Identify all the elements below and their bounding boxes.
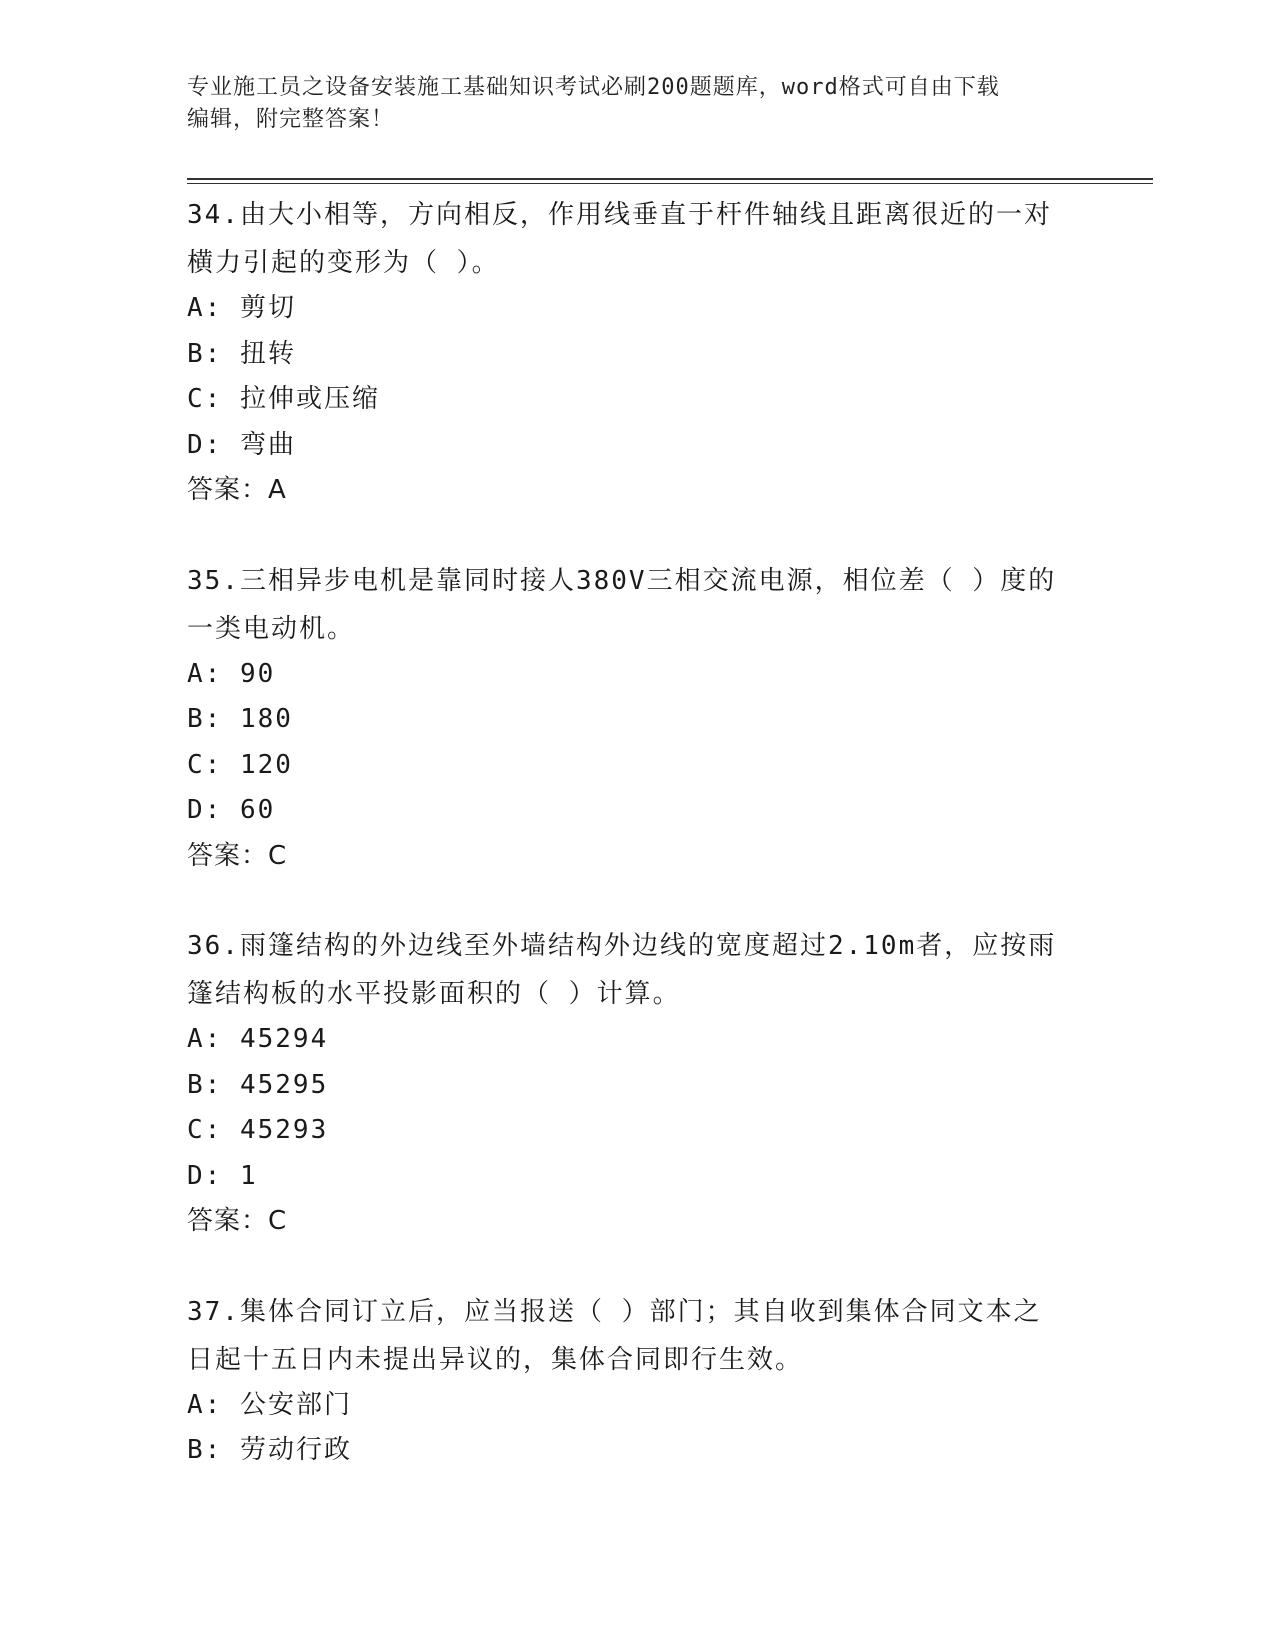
question-stem-line-2: 篷结构板的水平投影面积的（ ）计算。 bbox=[187, 979, 681, 1009]
header-divider bbox=[187, 178, 1153, 180]
question-stem-line-1: 34.由大小相等，方向相反，作用线垂直于杆件轴线且距离很近的一对 bbox=[187, 200, 1052, 230]
option-a: A: 90 bbox=[187, 658, 276, 689]
option-c: C: 120 bbox=[187, 749, 293, 780]
document-header bbox=[187, 72, 1087, 136]
question-36 bbox=[187, 921, 1087, 1245]
option-b: B: 扭转 bbox=[187, 338, 296, 369]
question-stem-line-2: 日起十五日内未提出异议的，集体合同即行生效。 bbox=[187, 1344, 804, 1375]
option-a: A: 公安部门 bbox=[187, 1389, 352, 1420]
question-34 bbox=[187, 190, 1087, 514]
header-divider-thin bbox=[187, 183, 1153, 184]
answer-line: 答案：A bbox=[187, 475, 287, 505]
question-spacer bbox=[187, 879, 1087, 921]
header-title-line-1: 专业施工员之设备安装施工基础知识考试必刷200题题库，word格式可自由下载 bbox=[187, 75, 1000, 100]
option-d: D: 60 bbox=[187, 795, 276, 825]
question-list bbox=[187, 190, 1087, 1474]
answer-line: 答案：C bbox=[187, 1206, 288, 1236]
question-spacer bbox=[187, 1245, 1087, 1287]
option-c: C: 拉伸或压缩 bbox=[187, 384, 380, 414]
option-b: B: 劳动行政 bbox=[187, 1435, 352, 1465]
question-stem-line-1: 35.三相异步电机是靠同时接人380V三相交流电源，相位差（ ）度的 bbox=[187, 565, 1057, 596]
header-title-line-2: 编辑，附完整答案！ bbox=[187, 107, 395, 132]
question-37 bbox=[187, 1287, 1087, 1474]
option-d: D: 1 bbox=[187, 1160, 258, 1191]
option-d: D: 弯曲 bbox=[187, 429, 296, 460]
option-a: A: 剪切 bbox=[187, 293, 296, 323]
question-stem-line-1: 36.雨篷结构的外边线至外墙结构外边线的宽度超过2.10m者，应按雨 bbox=[187, 931, 1057, 961]
question-35 bbox=[187, 556, 1087, 880]
option-a: A: 45294 bbox=[187, 1024, 329, 1054]
option-c: C: 45293 bbox=[187, 1115, 329, 1145]
question-spacer bbox=[187, 514, 1087, 556]
question-stem-line-2: 横力引起的变形为（ ）。 bbox=[187, 248, 500, 278]
option-b: B: 45295 bbox=[187, 1069, 329, 1100]
question-stem-line-1: 37.集体合同订立后，应当报送（ ）部门；其自收到集体合同文本之 bbox=[187, 1296, 1042, 1327]
answer-line: 答案：C bbox=[187, 840, 288, 871]
question-stem-line-2: 一类电动机。 bbox=[187, 613, 356, 644]
option-b: B: 180 bbox=[187, 704, 293, 734]
